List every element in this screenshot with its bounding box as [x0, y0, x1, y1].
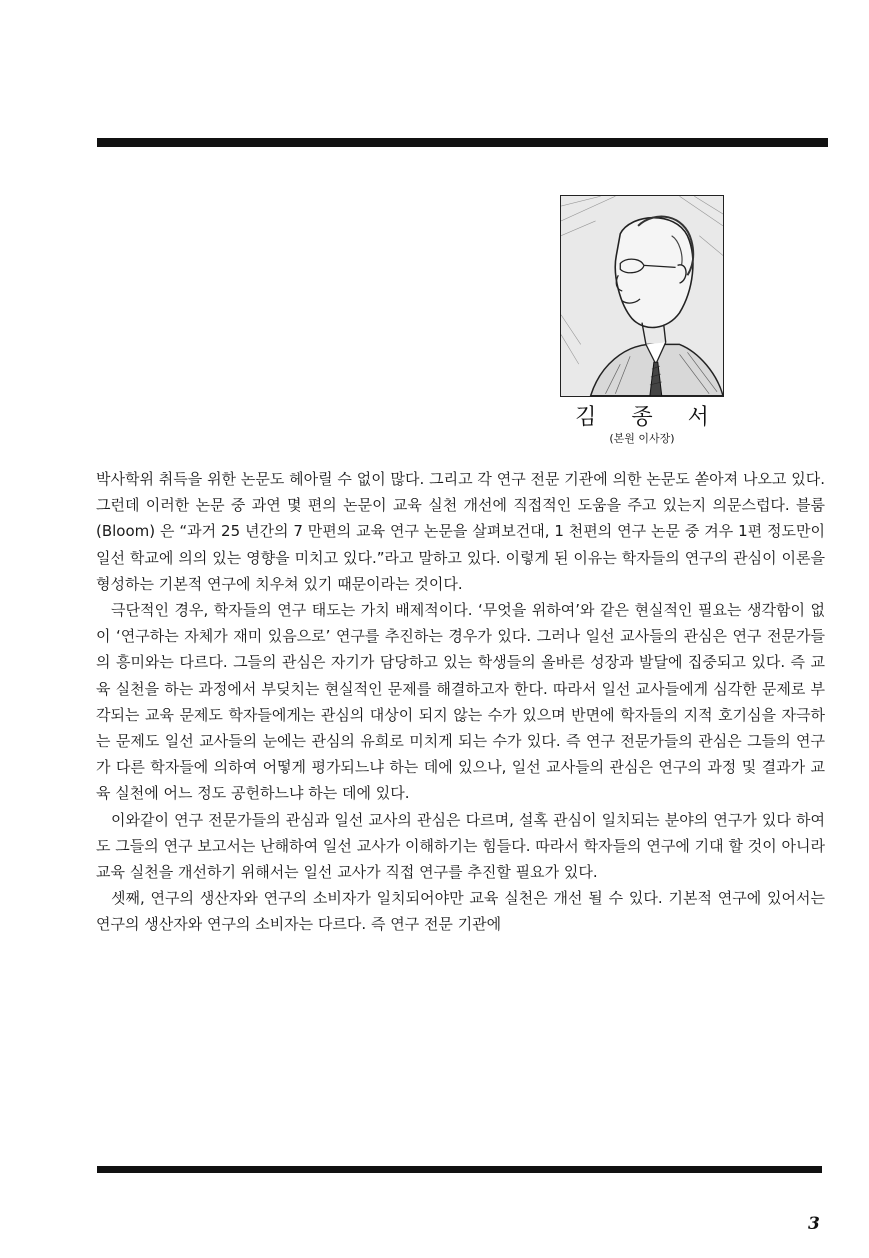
author-title: (본원 이사장): [609, 432, 675, 445]
top-rule: [97, 138, 828, 147]
paragraph-4: 셋째, 연구의 생산자와 연구의 소비자가 일치되어야만 교육 실천은 개선 될 수 있다. 기본적 연구에 있어서는 연구의 생산자와 연구의 소비자는 다르다. 즉 연구 전문 기관에: [96, 889, 825, 934]
author-name: 김 종 서: [575, 405, 723, 430]
article-body: [96, 466, 825, 938]
paragraph-2: 극단적인 경우, 학자들의 연구 태도는 가치 배제적이다. ‘무엇을 위하여’와 같은 현실적인 필요는 생각함이 없이 ‘연구하는 자체가 재미 있음으로’ 연구를 추진하는 경우가 있다. 그러나 일선 교사들의 관심은 연구 전문가들의 흥미와는 다르다. 그들의 관심은 자기가 담당하고 있는 학생들의 올바른 성장과 발달에 집중되고 있다. 즉 교육 실천을 하는 과정에서 부딪치는 현실적인 문제를 해결하고자 한다. 따라서 일선 교사들에게 심각한 문제로 부각되는 교육 문제도 학자들에게는 관심의 대상이 되지 않는 수가 있으며 반면에 학자들의 지적 호기심을 자극하는 문제도 일선 교사들의 눈에는 관심의 유희로 미치게 되는 수가 있다. 즉 연구 전문가들의 관심은 그들의 연구가 다른 학자들에 의하여 어떻게 평가되느냐 하는 데에 있으나, 일선 교사들의 관심은 연구의 과정 및 결과가 교육 실천에 어느 정도 공헌하느냐 하는 데에 있다.: [96, 601, 825, 803]
paragraph-1: 박사학위 취득을 위한 논문도 헤아릴 수 없이 많다. 그리고 각 연구 전문 기관에 의한 논문도 쏟아져 나오고 있다. 그런데 이러한 논문 중 과연 몇 편의 논문이 교육 실천 개선에 직접적인 도움을 주고 있는지 의문스럽다. 블룸(Bloom) 은 “과거 25 년간의 7 만편의 교육 연구 논문을 살펴보건대, 1 천편의 연구 논문 중 겨우 1편 정도만이 일선 학교에 의의 있는 영향을 미치고 있다.”라고 말하고 있다. 이렇게 된 이유는 학자들의 연구의 관심이 이론을 형성하는 기본적 연구에 치우쳐 있기 때문이라는 것이다.: [96, 470, 825, 593]
bottom-rule: [97, 1166, 822, 1173]
portrait-sketch-image: [561, 196, 723, 396]
paragraph-3: 이와같이 연구 전문가들의 관심과 일선 교사의 관심은 다르며, 설혹 관심이 일치되는 분야의 연구가 있다 하여도 그들의 연구 보고서는 난해하여 일선 교사가 이해하기는 힘들다. 따라서 학자들의 연구에 기대 할 것이 아니라 교육 실천을 개선하기 위해서는 일선 교사가 직접 연구를 추진할 필요가 있다.: [96, 810, 825, 882]
author-portrait: [560, 195, 724, 397]
page-number: 3: [808, 1214, 820, 1234]
